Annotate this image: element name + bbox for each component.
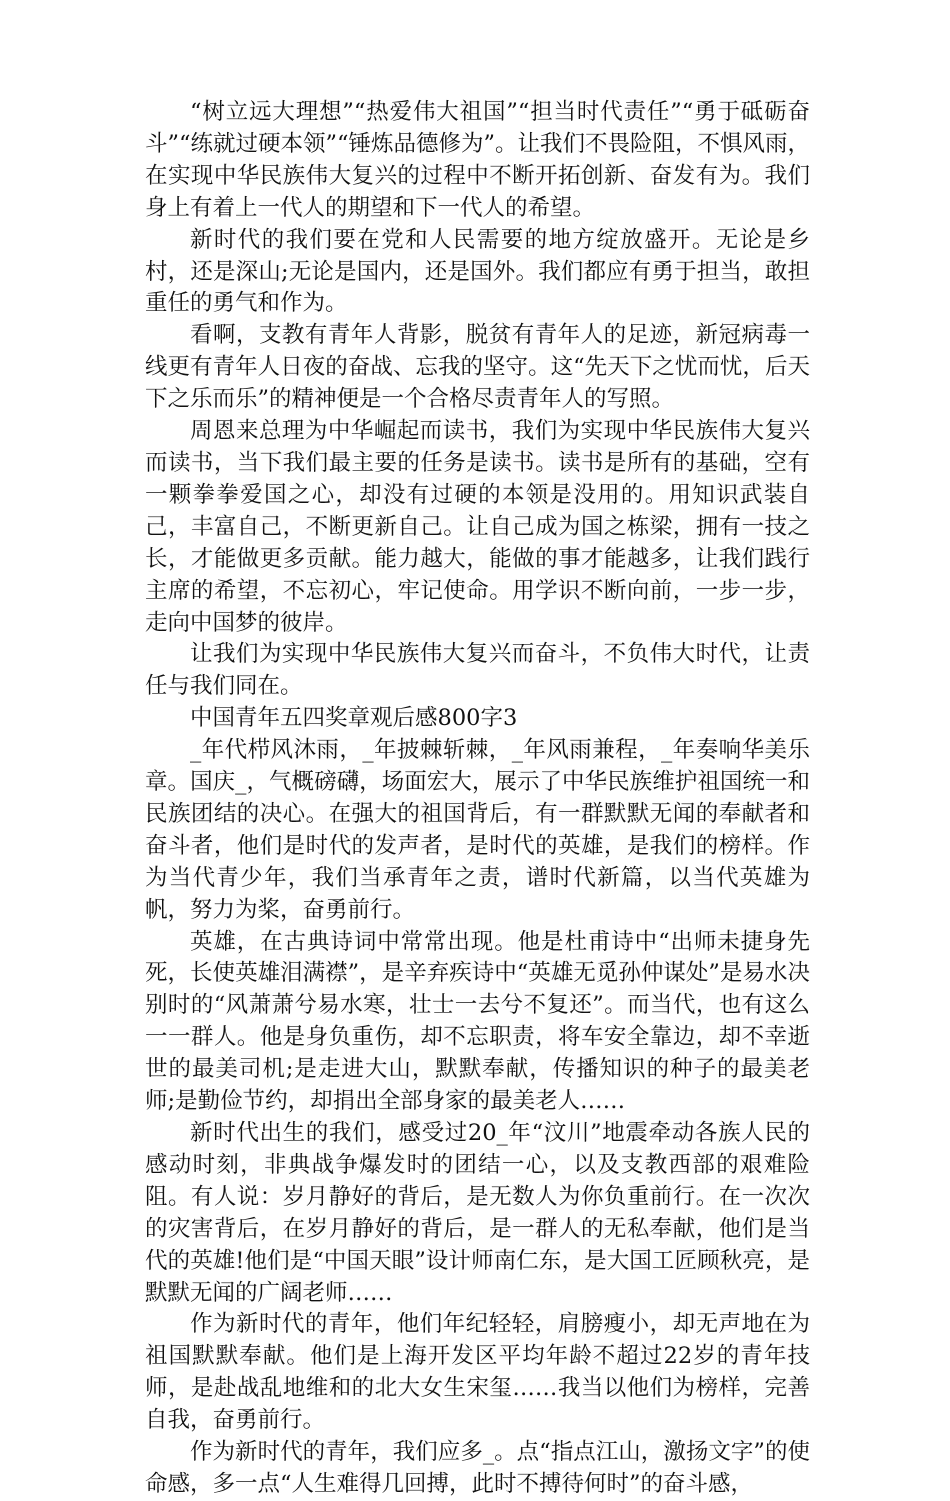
section-heading: 中国青年五四奖章观后感800字3	[190, 705, 518, 732]
paragraph: 新时代的我们要在党和人民需要的地方绽放盛开。无论是乡村，还是深山;无论是国内，还是国外。我们都应有勇于担当，敢担重任的勇气和作为。	[145, 226, 810, 317]
paragraph: 作为新时代的青年，我们应多_。点“指点江山，激扬文字”的使命感，多一点“人生难得几回搏，此时不搏待何时”的奋斗感，	[145, 1439, 810, 1497]
document-body	[145, 97, 810, 1501]
paragraph: 作为新时代的青年，他们年纪轻轻，肩膀瘦小，却无声地在为祖国默默奉献。他们是上海开发区平均年龄不超过22岁的青年技师，是赴战乱地维和的北大女生宋玺……我当以他们为榜样，完善自我，奋勇前行。	[145, 1311, 810, 1434]
paragraph: 新时代出生的我们，感受过20_年“汶川”地震牵动各族人民的感动时刻，非典战争爆发时的团结一心，以及支教西部的艰难险阻。有人说：岁月静好的背后，是无数人为你负重前行。在一次次的灾害背后，在岁月静好的背后，是一群人的无私奉献，他们是当代的英雄!他们是“中国天眼”设计师南仁东，是大国工匠顾秋亮，是默默无闻的广阔老师……	[145, 1120, 810, 1306]
paragraph: 看啊，支教有青年人背影，脱贫有青年人的足迹，新冠病毒一线更有青年人日夜的奋战、忘我的坚守。这“先天下之忧而忧，后天下之乐而乐”的精神便是一个合格尽责青年人的写照。	[145, 322, 810, 413]
paragraph: “树立远大理想”“热爱伟大祖国”“担当时代责任”“勇于砥砺奋斗”“练就过硬本领”“锤炼品德修为”。让我们不畏险阻，不惧风雨，在实现中华民族伟大复兴的过程中不断开拓创新、奋发有为。我们身上有着上一代人的期望和下一代人的希望。	[145, 99, 811, 221]
paragraph: 让我们为实现中华民族伟大复兴而奋斗，不负伟大时代，让责任与我们同在。	[145, 641, 810, 700]
paragraph: 周恩来总理为中华崛起而读书，我们为实现中华民族伟大复兴而读书，当下我们最主要的任务是读书。读书是所有的基础，空有一颗拳拳爱国之心，却没有过硬的本领是没用的。用知识武装自己，丰富自己，不断更新自己。让自己成为国之栋梁，拥有一技之长，才能做更多贡献。能力越大，能做的事才能越多，让我们践行主席的希望，不忘初心，牢记使命。用学识不断向前，一步一步，走向中国梦的彼岸。	[145, 418, 810, 636]
paragraph: 英雄，在古典诗词中常常出现。他是杜甫诗中“出师未捷身先死，长使英雄泪满襟”，是辛弃疾诗中“英雄无觅孙仲谋处”是易水决别时的“风萧萧兮易水寒，壮士一去兮不复还”。而当代，也有这么一一群人。他是身负重伤，却不忘职责，将车安全靠边，却不幸逝世的最美司机;是走进大山，默默奉献，传播知识的种子的最美老师;是勤俭节约，却捐出全部身家的最美老人……	[145, 928, 810, 1115]
paragraph: _年代栉风沐雨，_年披棘斩棘，_年风雨兼程，_年奏响华美乐章。国庆_，气概磅礴，场面宏大，展示了中华民族维护祖国统一和民族团结的决心。在强大的祖国背后，有一群默默无闻的奉献者和奋斗者，他们是时代的发声者，是时代的英雄，是我们的榜样。作为当代青少年，我们当承青年之责，谱时代新篇，以当代英雄为帆，努力为桨，奋勇前行。	[145, 737, 810, 923]
